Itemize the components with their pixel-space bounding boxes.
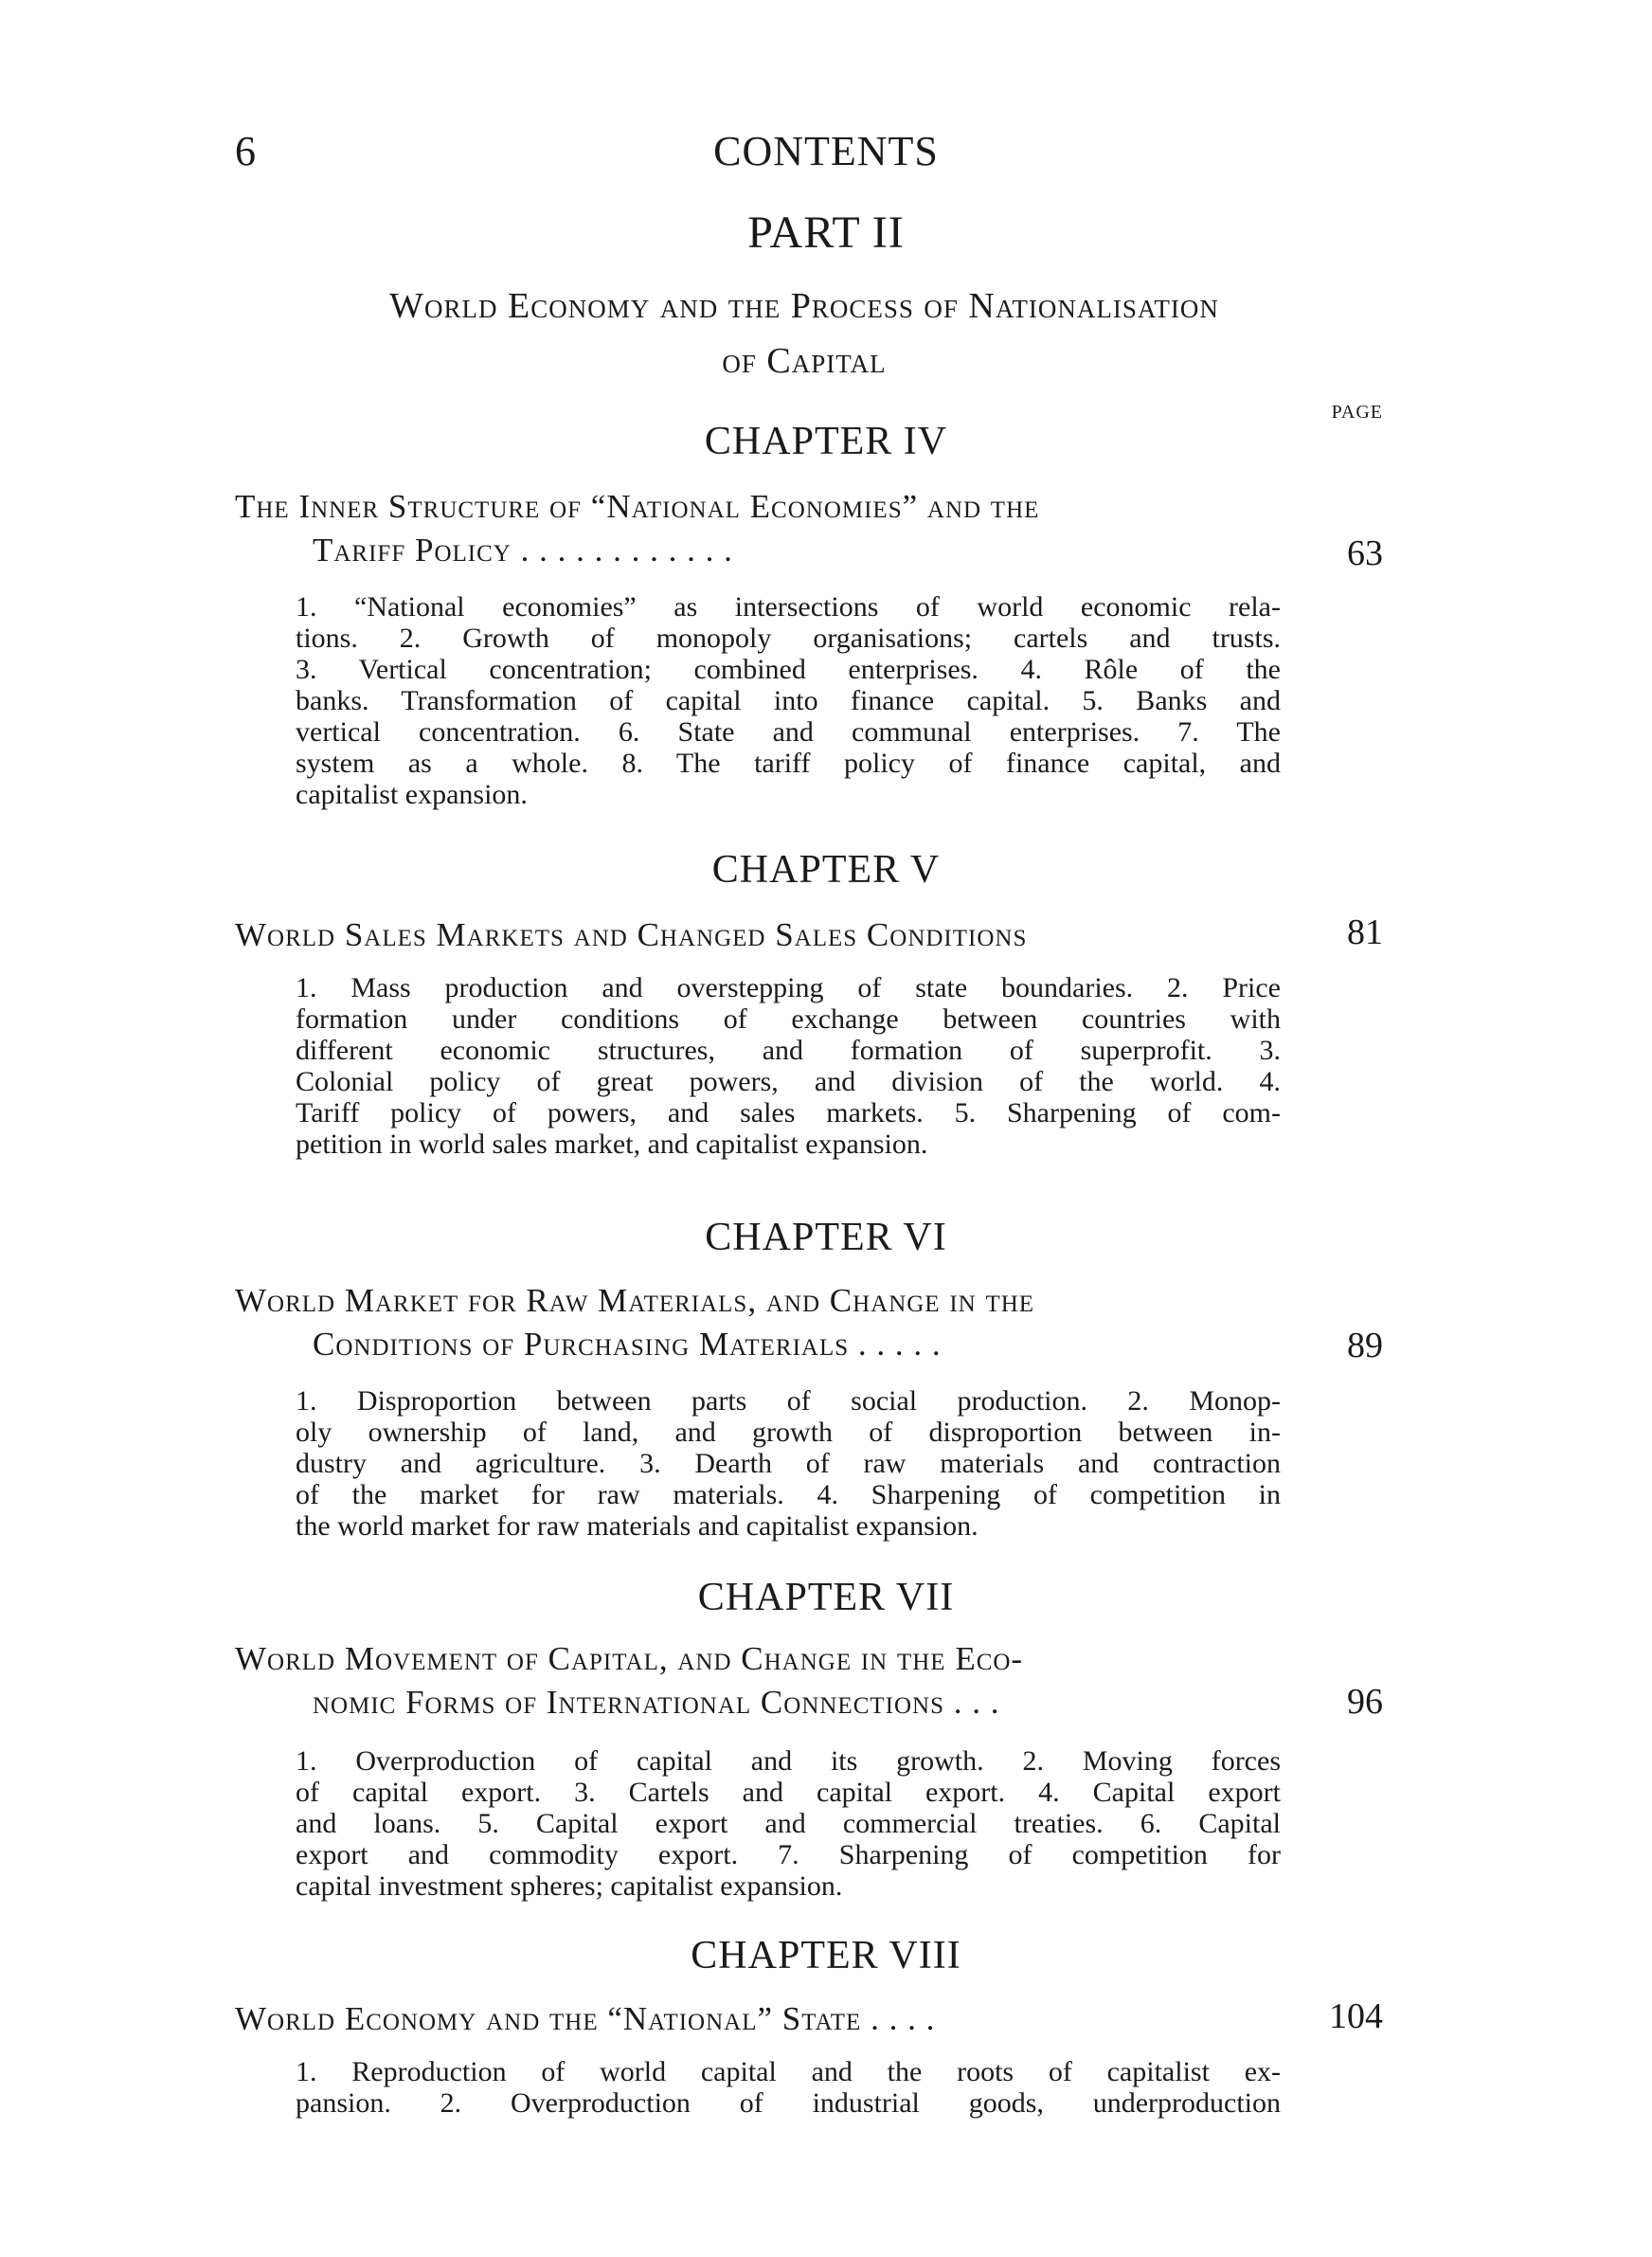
chapter-title-line: Tariff Policy . . . . . . . . . . . . xyxy=(313,532,733,569)
chapter-summary xyxy=(296,2056,1281,2119)
summary-line: of capital export. 3. Cartels and capital export. 4. Capital export xyxy=(296,1777,1281,1808)
summary-line: of the market for raw materials. 4. Sharpening of competition in xyxy=(296,1479,1281,1510)
part-title-line: World Economy and the Process of Nationalisation xyxy=(389,286,1219,326)
chapter-page-number: 104 xyxy=(1329,1996,1383,2036)
summary-line: oly ownership of land, and growth of disproportion between in- xyxy=(296,1417,1281,1448)
summary-line: capital investment spheres; capitalist expansion. xyxy=(296,1870,843,1902)
chapter-heading: CHAPTER VII xyxy=(697,1576,955,1619)
chapter-title-line: World Economy and the “National” State . . . . xyxy=(235,2000,936,2037)
summary-line: 1. “National economies” as intersections of world economic rela- xyxy=(296,591,1281,623)
chapter-title-line: The Inner Structure of “National Economies” and the xyxy=(235,488,1040,525)
summary-line: 1. Disproportion between parts of social production. 2. Monop- xyxy=(296,1385,1281,1417)
summary-line: Colonial policy of great powers, and division of the world. 4. xyxy=(296,1066,1281,1097)
chapter-title-line: Conditions of Purchasing Materials . . . . . xyxy=(313,1326,942,1363)
chapter-heading: CHAPTER VI xyxy=(705,1216,947,1259)
part-label: PART II xyxy=(747,208,905,258)
part-title xyxy=(227,279,1381,388)
summary-line: 1. Reproduction of world capital and the roots of capitalist ex- xyxy=(296,2056,1281,2087)
summary-line: tions. 2. Growth of monopoly organisations; cartels and trusts. xyxy=(296,623,1281,654)
page-number: 6 xyxy=(235,128,256,174)
chapter-title xyxy=(235,913,1296,957)
chapter-heading: CHAPTER VIII xyxy=(691,1934,961,1977)
chapter-page-number: 96 xyxy=(1347,1682,1383,1722)
chapter-heading: CHAPTER V xyxy=(711,848,941,892)
chapter-title-line: World Sales Markets and Changed Sales Conditions xyxy=(235,916,1028,953)
summary-line: system as a whole. 8. The tariff policy of finance capital, and xyxy=(296,748,1281,779)
chapter-summary xyxy=(296,1385,1281,1542)
contents-title: CONTENTS xyxy=(713,128,939,174)
summary-line: the world market for raw materials and capitalist expansion. xyxy=(296,1510,979,1542)
chapter-title-line: nomic Forms of International Connections . . . xyxy=(313,1684,1000,1721)
page-column-label: PAGE xyxy=(1331,402,1383,423)
chapter-title-line: World Market for Raw Materials, and Change in the xyxy=(235,1282,1035,1319)
summary-line: Tariff policy of powers, and sales markets. 5. Sharpening of com- xyxy=(296,1097,1281,1128)
part-title-line: of Capital xyxy=(722,341,887,381)
summary-line: dustry and agriculture. 3. Dearth of raw materials and contraction xyxy=(296,1448,1281,1479)
summary-line: 1. Overproduction of capital and its growth. 2. Moving forces xyxy=(296,1745,1281,1777)
chapter-title xyxy=(235,1997,1296,2041)
chapter-summary xyxy=(296,972,1281,1160)
chapter-summary xyxy=(296,1745,1281,1902)
chapter-title xyxy=(235,1279,1296,1366)
chapter-page-number: 81 xyxy=(1347,912,1383,952)
chapter-heading: CHAPTER IV xyxy=(704,420,948,463)
summary-line: pansion. 2. Overproduction of industrial goods, underproduction xyxy=(296,2087,1281,2119)
summary-line: and loans. 5. Capital export and commercial treaties. 6. Capital xyxy=(296,1808,1281,1839)
summary-line: 3. Vertical concentration; combined enterprises. 4. Rôle of the xyxy=(296,654,1281,685)
summary-line: export and commodity export. 7. Sharpening of competition for xyxy=(296,1839,1281,1870)
chapter-page-number: 63 xyxy=(1347,533,1383,573)
summary-line: formation under conditions of exchange between countries with xyxy=(296,1003,1281,1035)
summary-line: petition in world sales market, and capitalist expansion. xyxy=(296,1128,928,1160)
summary-line: vertical concentration. 6. State and communal enterprises. 7. The xyxy=(296,716,1281,748)
summary-line: 1. Mass production and overstepping of state boundaries. 2. Price xyxy=(296,972,1281,1003)
chapter-title xyxy=(235,485,1296,572)
chapter-page-number: 89 xyxy=(1347,1326,1383,1365)
chapter-title-line: World Movement of Capital, and Change in the Eco- xyxy=(235,1640,1024,1677)
chapter-title xyxy=(235,1637,1296,1724)
summary-line: capitalist expansion. xyxy=(296,779,528,810)
chapter-summary xyxy=(296,591,1281,810)
summary-line: banks. Transformation of capital into finance capital. 5. Banks and xyxy=(296,685,1281,716)
summary-line: different economic structures, and formation of superprofit. 3. xyxy=(296,1035,1281,1066)
running-head xyxy=(0,127,1652,184)
